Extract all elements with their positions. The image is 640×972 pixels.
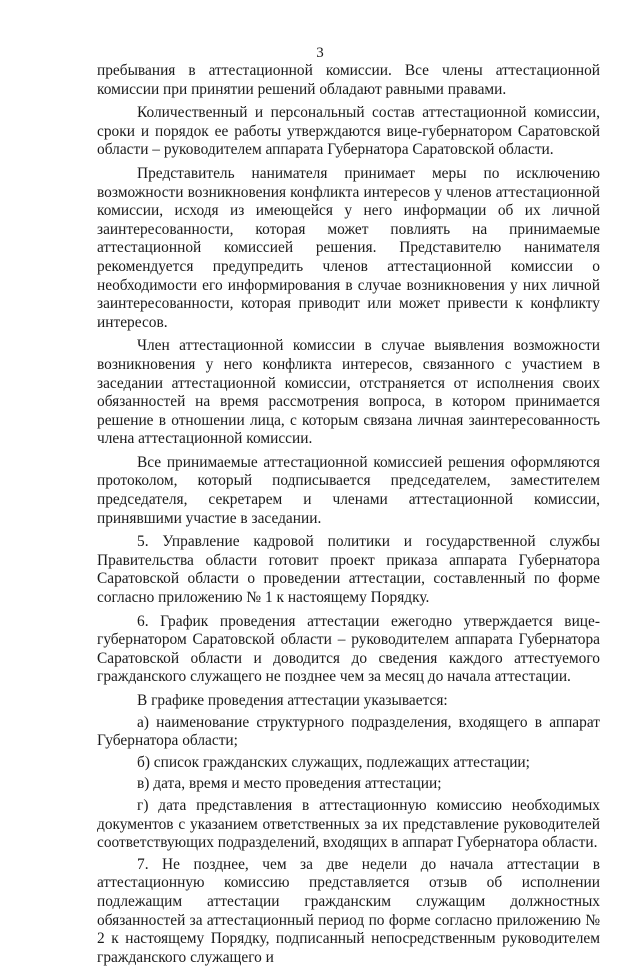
document-body <box>97 62 600 972</box>
page-number: 3 <box>316 45 324 61</box>
paragraph: пребывания в аттестационной комиссии. Все члены аттестационной комиссии при принятии решений обладают равными правами. <box>97 62 600 98</box>
paragraph: Член аттестационной комиссии в случае выявления возможности возникновения у него конфликта интересов, связанного с участием в заседании аттестационной комиссии, отстраняется от исполнения своих обязанностей на время рассмотрения вопроса, в котором принимается решение в отношении лица, с которым связана личная заинтересованность члена аттестационной комиссии. <box>97 337 600 448</box>
list-item: в) дата, время и место проведения аттестации; <box>137 775 442 793</box>
paragraph: Все принимаемые аттестационной комиссией решения оформляются протоколом, который подписывается председателем, заместителем председателя, секретарем и членами аттестационной комиссии, принявшими участие в заседании. <box>97 453 600 527</box>
list-item: а) наименование структурного подразделения, входящего в аппарат Губернатора области; <box>97 713 600 750</box>
paragraph: 6. График проведения аттестации ежегодно утверждается вице-губернатором Саратовской области – руководителем аппарата Губернатора Саратовской области и доводится до сведения каждого аттестуемого гражданского служащего не позднее чем за месяц до начала аттестации. <box>97 612 600 686</box>
paragraph: 7. Не позднее, чем за две недели до начала аттестации в аттестационную комиссию представляется отзыв об исполнении подлежащим аттестации гражданским служащим должностных обязанностей за аттестационный период по форме согласно приложению № 2 к настоящему Порядку, подписанный непосредственным руководителем гражданского служащего и <box>97 855 600 966</box>
list-item: г) дата представления в аттестационную комиссию необходимых документов с указанием ответственных за их представление руководителей соответствующих подразделений, входящих в аппарат Губернатора области. <box>97 796 600 852</box>
paragraph: В графике проведения аттестации указывается: <box>137 692 448 709</box>
paragraph: Количественный и персональный состав аттестационной комиссии, сроки и порядок ее работы утверждаются вице-губернатором Саратовской области – руководителем аппарата Губернатора Саратовской области. <box>97 104 600 159</box>
paragraph: 5. Управление кадровой политики и государственной службы Правительства области готовит проект приказа аппарата Губернатора Саратовской области о проведении аттестации, составленный по форме согласно приложению № 1 к настоящему Порядку. <box>97 533 600 607</box>
list-item: б) список гражданских служащих, подлежащих аттестации; <box>137 753 530 771</box>
paragraph: Представитель нанимателя принимает меры по исключению возможности возникновения конфликта интересов у членов аттестационной комиссии, исходя из имеющейся у него информации об их личной заинтересованности, которая может повлиять на принимаемые аттестационной комиссией решения. Представителю нанимателя рекомендуется предупредить членов аттестационной комиссии о необходимости его информирования в случае возникновения у них личной заинтересованности, которая приводит или может привести к конфликту интересов. <box>97 164 600 331</box>
